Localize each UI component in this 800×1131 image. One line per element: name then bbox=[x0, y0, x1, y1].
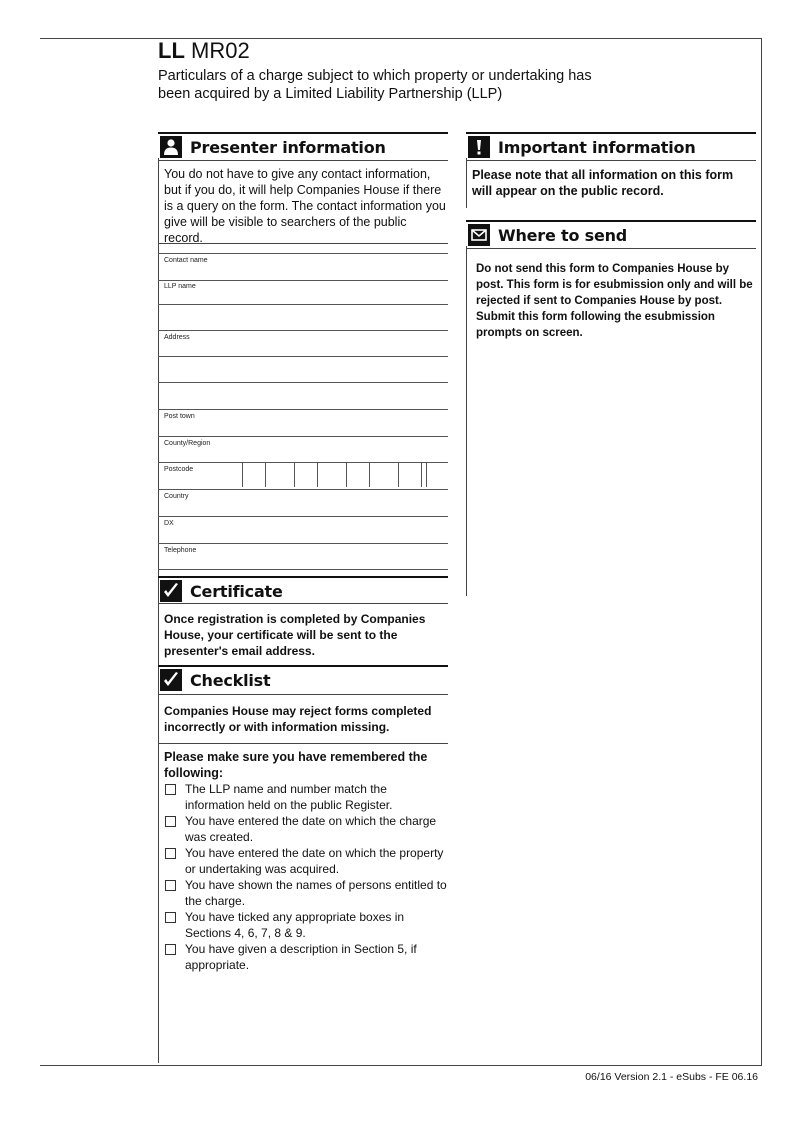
presenter-intro-rule bbox=[158, 243, 448, 244]
checklist-item-text: You have entered the date on which the charge was created. bbox=[185, 814, 437, 844]
checkbox[interactable] bbox=[165, 912, 176, 923]
checklist-list bbox=[164, 749, 448, 973]
checklist-item-text: You have ticked any appropriate boxes in Sections 4, 6, 7, 8 & 9. bbox=[185, 910, 405, 940]
form-code-number: MR02 bbox=[191, 38, 250, 63]
checklist-item-text: The LLP name and number match the information held on the public Register. bbox=[185, 782, 393, 812]
telephone-label: Telephone bbox=[164, 547, 197, 554]
form-code-prefix: LL bbox=[158, 38, 185, 63]
checklist-item[interactable] bbox=[164, 813, 448, 845]
dx-field[interactable] bbox=[158, 517, 448, 544]
postcode-box[interactable] bbox=[294, 463, 318, 487]
checklist-item[interactable] bbox=[164, 845, 448, 877]
dx-label: DX bbox=[164, 520, 174, 527]
form-subtitle: Particulars of a charge subject to which property or undertaking has been acquired by a Limited Liability Partnership (LLP) bbox=[158, 68, 592, 102]
presenter-intro: You do not have to give any contact information, but if you do, it will help Companies House if there is a query on the form. The contact information you give will be visible to searchers of the public record. bbox=[164, 167, 446, 245]
checklist-title: Checklist bbox=[190, 670, 271, 690]
checkbox[interactable] bbox=[165, 880, 176, 891]
send-title: Where to send bbox=[498, 225, 628, 245]
country-field[interactable] bbox=[158, 490, 448, 517]
tick-icon bbox=[160, 580, 182, 602]
contact-name-field[interactable] bbox=[158, 253, 448, 281]
presenter-head-rule bbox=[158, 160, 448, 161]
exclamation-icon bbox=[468, 136, 490, 158]
important-title: Important information bbox=[498, 137, 696, 157]
address-field[interactable] bbox=[158, 331, 448, 357]
certificate-head-rule bbox=[158, 603, 448, 604]
certificate-text: Once registration is completed by Companies House, your certificate will be sent to the presenter's email address. bbox=[164, 612, 426, 658]
contact-name-label: Contact name bbox=[164, 257, 208, 264]
postcode-box[interactable] bbox=[398, 463, 422, 487]
postcode-box[interactable] bbox=[242, 463, 266, 487]
form-code bbox=[158, 38, 250, 64]
checklist-item[interactable] bbox=[164, 877, 448, 909]
postcode-label: Postcode bbox=[164, 466, 194, 473]
certificate-title: Certificate bbox=[190, 581, 283, 601]
checklist-head-rule bbox=[158, 694, 448, 695]
checkbox[interactable] bbox=[165, 784, 176, 795]
important-head-rule bbox=[466, 160, 756, 161]
checkbox[interactable] bbox=[165, 944, 176, 955]
person-icon bbox=[160, 136, 182, 158]
postcode-field[interactable] bbox=[158, 463, 448, 490]
post-town-label: Post town bbox=[164, 413, 195, 420]
address-field-line-2[interactable] bbox=[158, 357, 448, 383]
important-text: Please note that all information on this form will appear on the public record. bbox=[472, 168, 734, 198]
llp-name-field[interactable] bbox=[158, 280, 448, 305]
postcode-box[interactable] bbox=[346, 463, 370, 487]
postcode-box[interactable] bbox=[426, 463, 449, 487]
checklist-header bbox=[160, 667, 270, 693]
county-field[interactable] bbox=[158, 437, 448, 463]
checkbox[interactable] bbox=[165, 816, 176, 827]
send-text: Do not send this form to Companies House by post. This form is for esubmission only and will be rejected if sent to Companies House by post. Submit this form following the esubmission prompts on screen. bbox=[476, 263, 753, 339]
send-header bbox=[468, 222, 627, 248]
tick-icon bbox=[160, 669, 182, 691]
send-head-rule bbox=[466, 248, 756, 249]
right-rule bbox=[761, 38, 762, 1065]
checklist-item-text: You have given a description in Section 5, if appropriate. bbox=[185, 942, 417, 972]
presenter-header bbox=[160, 134, 386, 160]
checklist-intro: Please make sure you have remembered the following: bbox=[164, 750, 428, 780]
top-rule bbox=[40, 38, 762, 39]
checklist-warning: Companies House may reject forms completed incorrectly or with information missing. bbox=[164, 704, 432, 734]
country-label: Country bbox=[164, 493, 189, 500]
checklist-item[interactable] bbox=[164, 941, 448, 973]
checklist-item[interactable] bbox=[164, 909, 448, 941]
llp-name-label: LLP name bbox=[164, 283, 196, 290]
checklist-warning-rule bbox=[158, 743, 448, 744]
presenter-title: Presenter information bbox=[190, 137, 386, 157]
address-field-line-3[interactable] bbox=[158, 383, 448, 410]
important-column-rule bbox=[466, 158, 467, 208]
checkbox[interactable] bbox=[165, 848, 176, 859]
checklist-item-text: You have shown the names of persons entitled to the charge. bbox=[185, 878, 447, 908]
certificate-header bbox=[160, 578, 283, 604]
send-column-rule bbox=[466, 246, 467, 596]
envelope-icon bbox=[468, 224, 490, 246]
post-town-field[interactable] bbox=[158, 410, 448, 437]
county-label: County/Region bbox=[164, 440, 211, 447]
telephone-field[interactable] bbox=[158, 544, 448, 570]
llp-name-field-line-2[interactable] bbox=[158, 305, 448, 331]
checklist-item-text: You have entered the date on which the property or undertaking was acquired. bbox=[185, 846, 444, 876]
bottom-rule bbox=[40, 1065, 762, 1066]
important-header bbox=[468, 134, 696, 160]
checklist-item[interactable] bbox=[164, 781, 448, 813]
footer-version: 06/16 Version 2.1 - eSubs - FE 06.16 bbox=[585, 1071, 758, 1083]
address-label: Address bbox=[164, 334, 190, 341]
